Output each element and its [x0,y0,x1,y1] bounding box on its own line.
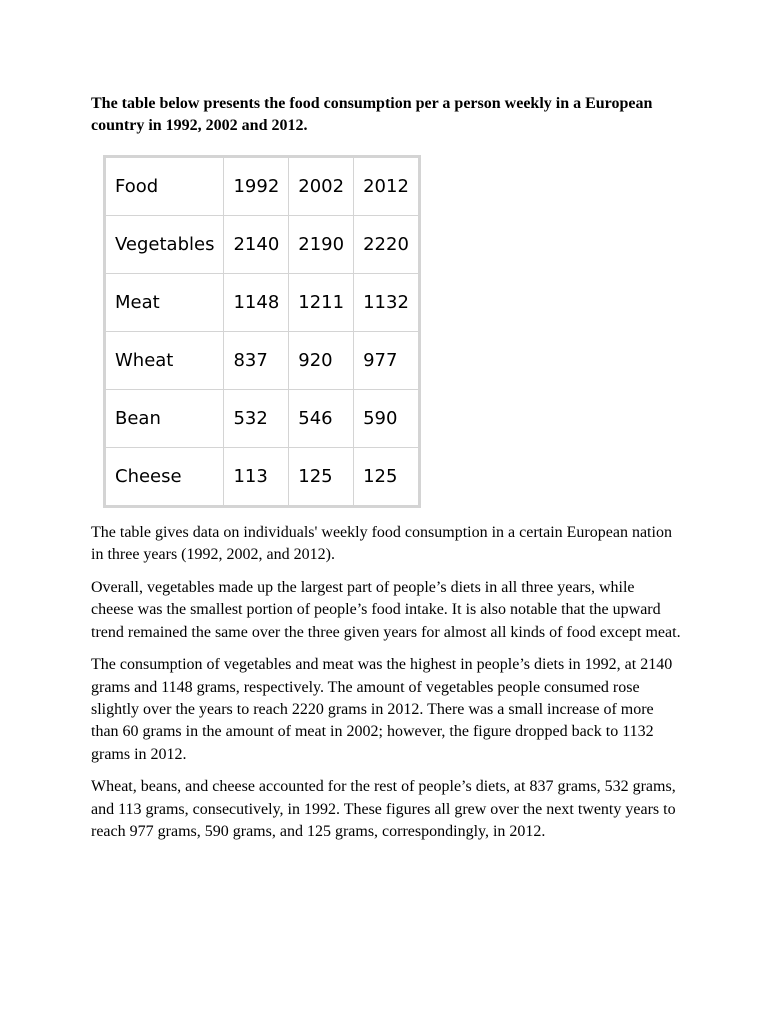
cell-1992: 837 [224,332,289,390]
table-row [106,274,419,332]
cell-2012: 977 [354,332,419,390]
table-row [106,216,419,274]
cell-food: Meat [106,274,224,332]
cell-1992: 532 [224,390,289,448]
cell-1992: 113 [224,448,289,506]
task-prompt: The table below presents the food consumption per a person weekly in a European country in 1992, 2002 and 2012. [91,95,653,134]
cell-1992: 1148 [224,274,289,332]
cell-2002: 2190 [289,216,354,274]
cell-2002: 920 [289,332,354,390]
cell-2002: 1211 [289,274,354,332]
cell-2012: 2220 [354,216,419,274]
food-consumption-table-wrapper [103,155,421,508]
header-2012: 2012 [354,158,419,216]
table-row [106,332,419,390]
cell-2002: 546 [289,390,354,448]
header-food: Food [106,158,224,216]
header-2002: 2002 [289,158,354,216]
paragraph-body-2: Wheat, beans, and cheese accounted for the rest of people’s diets, at 837 grams, 532 grams, and 113 grams, consecutively, in 1992. These figures all grew over the next twenty years to reach 977 grams, 590 grams, and 125 grams, correspondingly, in 2012. [91,778,676,841]
table-row [106,448,419,506]
cell-food: Vegetables [106,216,224,274]
paragraph-body-1: The consumption of vegetables and meat was the highest in people’s diets in 1992, at 2140 grams and 1148 grams, respectively. The amount of vegetables people consumed rose slightly over the years to reach 2220 grams in 2012. There was a small increase of more than 60 grams in the amount of meat in 2002; however, the figure dropped back to 1132 grams in 2012. [91,656,673,763]
cell-2012: 590 [354,390,419,448]
table-header-row [106,158,419,216]
cell-food: Bean [106,390,224,448]
cell-2012: 1132 [354,274,419,332]
essay-body [91,522,681,854]
header-1992: 1992 [224,158,289,216]
cell-1992: 2140 [224,216,289,274]
cell-food: Wheat [106,332,224,390]
cell-2002: 125 [289,448,354,506]
cell-2012: 125 [354,448,419,506]
food-consumption-table [105,157,419,506]
paragraph-introduction: The table gives data on individuals' weekly food consumption in a certain European nation in three years (1992, 2002, and 2012). [91,524,672,564]
paragraph-overview: Overall, vegetables made up the largest part of people’s diets in all three years, while cheese was the smallest portion of people’s food intake. It is also notable that the upward trend remained the same over the three given years for almost all kinds of food except meat. [91,579,681,641]
table-row [106,390,419,448]
cell-food: Cheese [106,448,224,506]
